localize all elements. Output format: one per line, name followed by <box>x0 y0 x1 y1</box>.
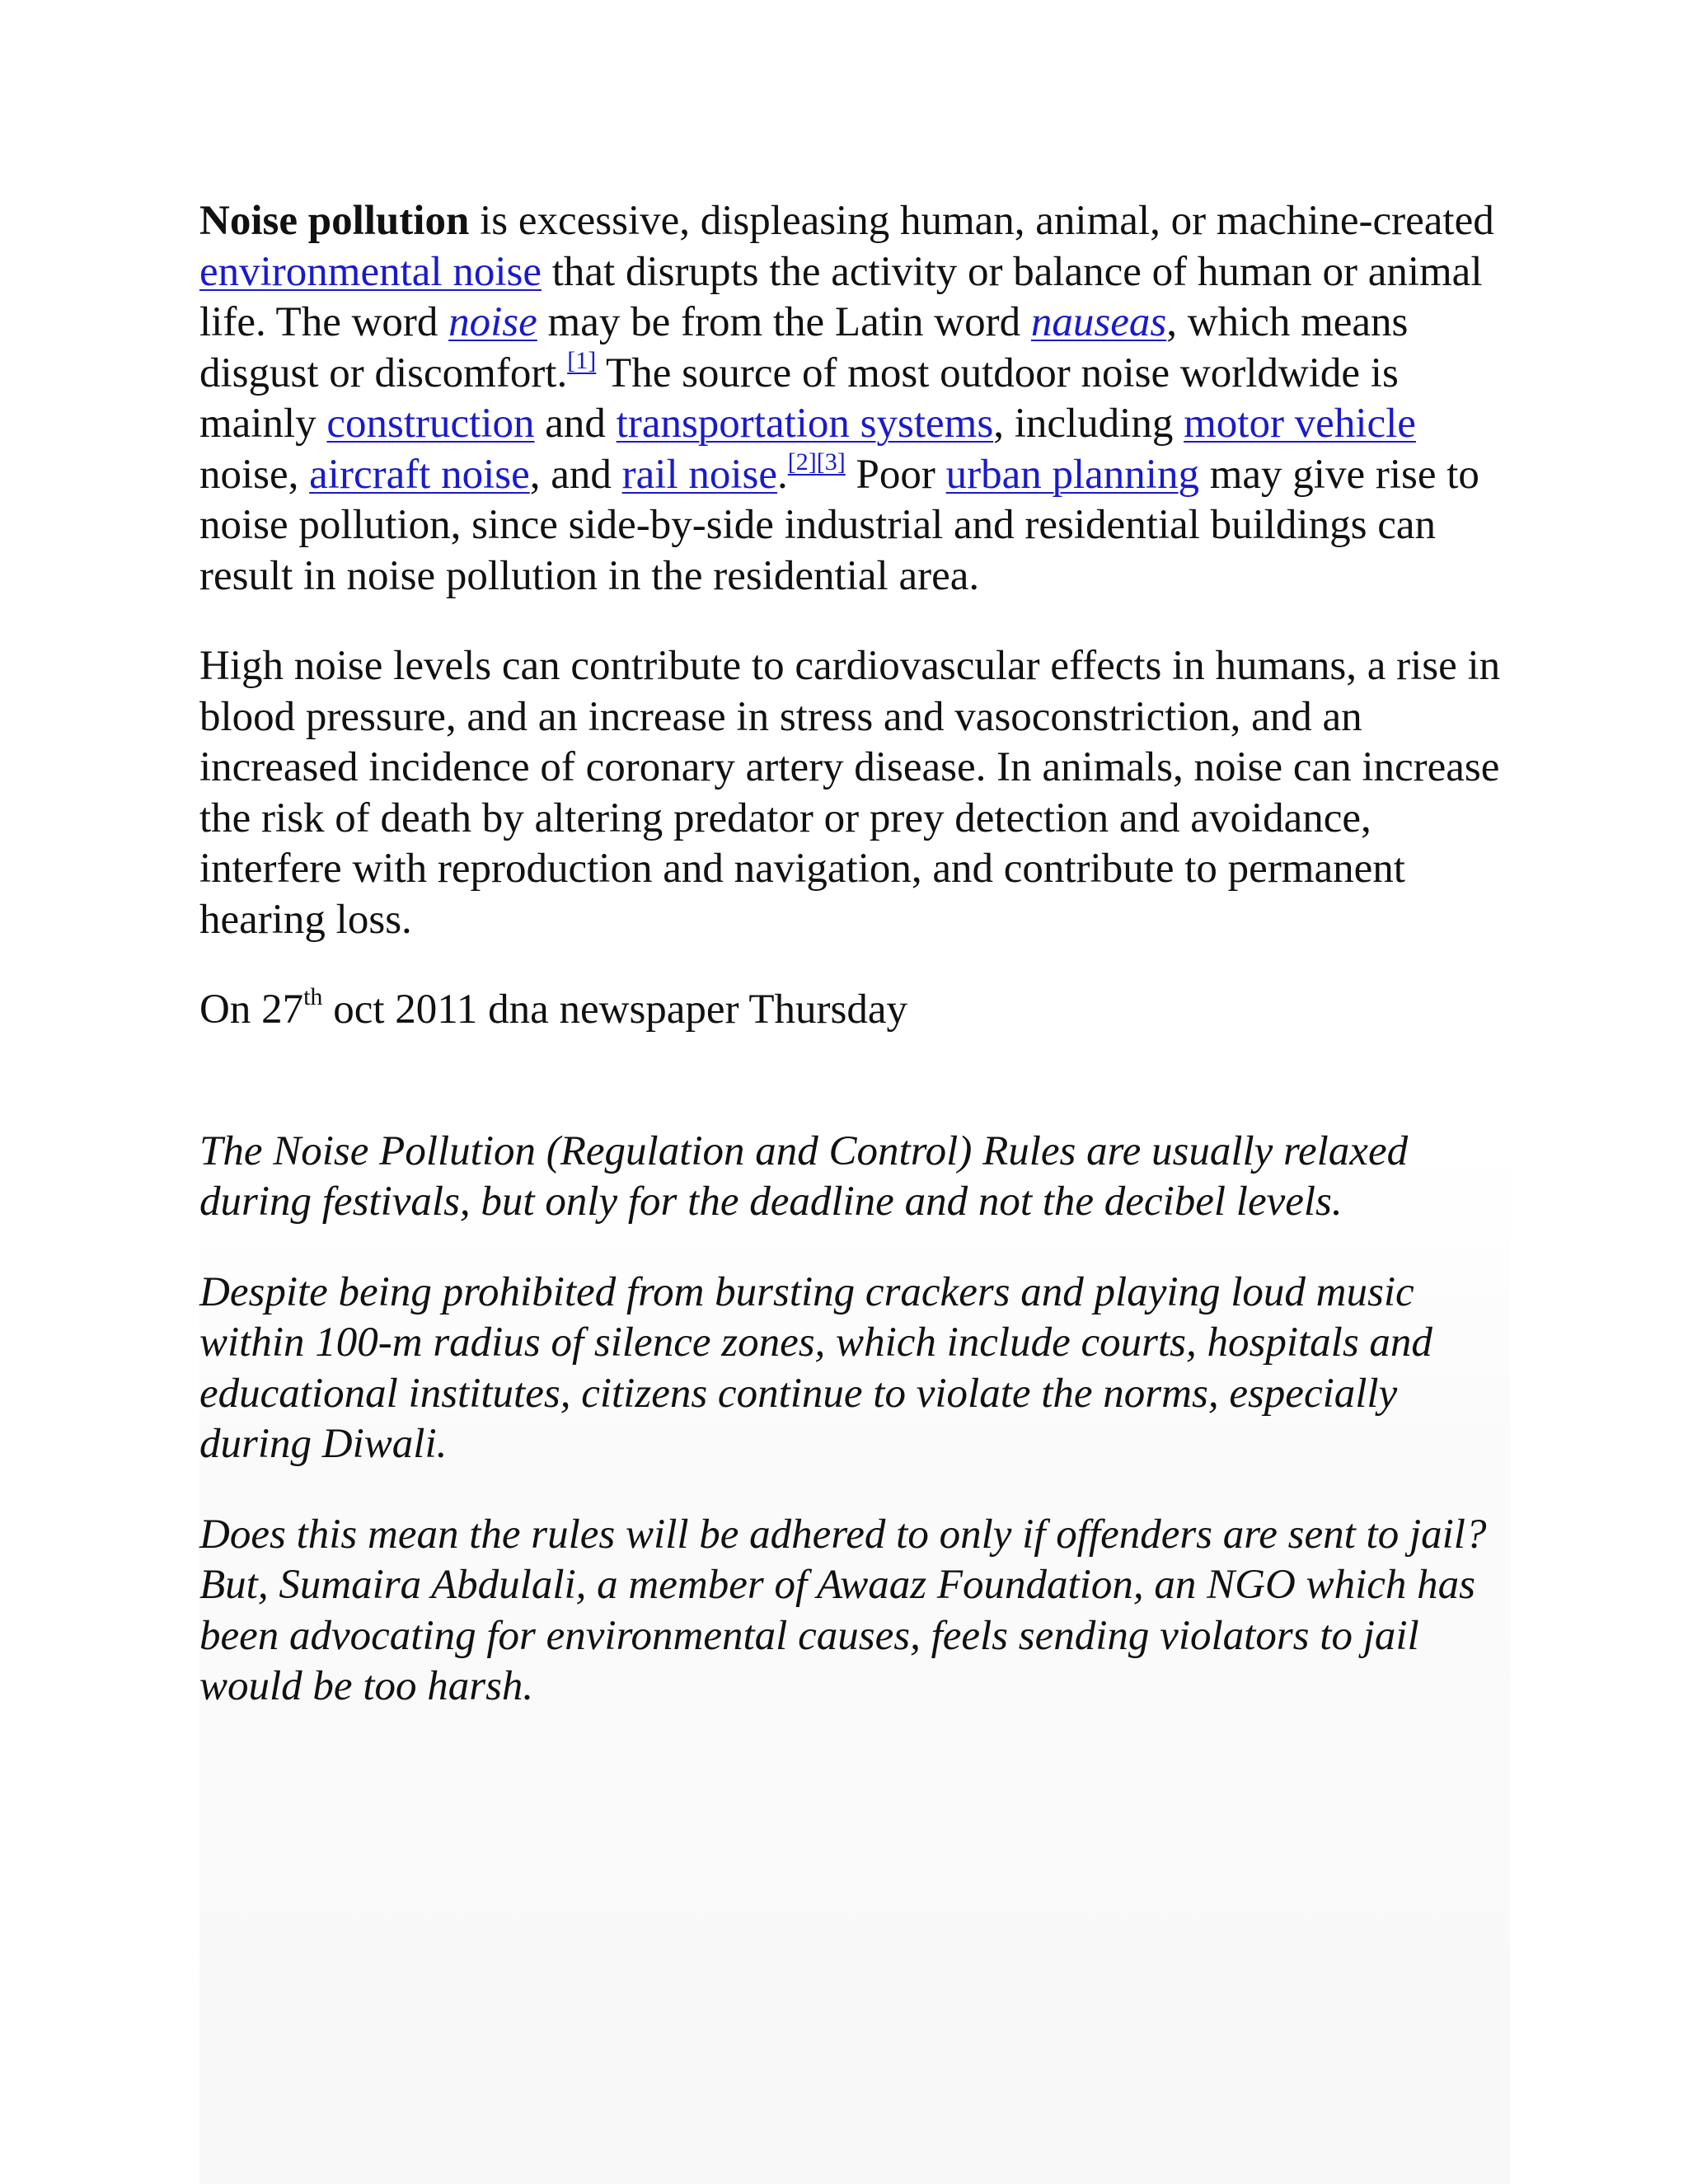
quoted-article <box>199 1127 1510 1713</box>
ref-2[interactable]: [2] <box>787 448 817 476</box>
quote-question: Does this mean the rules will be adhered to only if offenders are sent to jail? <box>199 1511 1487 1558</box>
quote-paragraph-2: Despite being prohibited from bursting crackers and playing loud music within 100-m radius of silence zones, which include courts, hospitals and educational institutes, citizens continue to violate the norms, especially during Diwali. <box>199 1268 1432 1467</box>
intro-paragraph <box>199 196 1510 602</box>
intro-text-4: , which means disgust or discomfort. <box>199 299 1409 396</box>
link-nauseas[interactable]: nauseas <box>1030 299 1167 345</box>
intro-text-6: and <box>534 401 617 447</box>
term-noise-pollution: Noise pollution <box>199 198 470 244</box>
link-motor-vehicle[interactable]: motor vehicle <box>1184 401 1416 447</box>
link-urban-planning[interactable]: urban planning <box>945 451 1199 498</box>
link-environmental-noise[interactable]: environmental noise <box>199 248 542 295</box>
link-noise[interactable]: noise <box>448 299 537 345</box>
intro-text-8: noise, <box>199 451 310 498</box>
intro-text-2: that disrupts the activity or balance of human or animal life. The word <box>199 248 1483 345</box>
ref-3[interactable]: [3] <box>816 448 846 476</box>
document-page <box>199 196 1510 1752</box>
intro-text-12: may give rise to noise pollution, since side-by-side industrial and residential buildings can result in noise pollution in the residential area. <box>199 451 1479 599</box>
dateline-prefix: On 27 <box>199 987 304 1033</box>
ref-1[interactable]: [1] <box>567 346 597 374</box>
intro-text-1: is excessive, displeasing human, animal, or machine-created <box>469 198 1494 244</box>
dateline-rest: oct 2011 dna newspaper Thursday <box>322 987 908 1033</box>
intro-text-10: . <box>777 451 788 498</box>
intro-text-9: , and <box>529 451 622 498</box>
quote-paragraph-3 <box>199 1510 1510 1713</box>
intro-text-7: , including <box>993 401 1184 447</box>
quote-paragraph-1: The Noise Pollution (Regulation and Control) Rules are usually relaxed during festivals, but only for the deadline and not the decibel levels. <box>199 1127 1409 1225</box>
effects-paragraph: High noise levels can contribute to cardiovascular effects in humans, a rise in blood pressure, and an increase in stress and vasoconstriction, and an increased incidence of coronary artery disease. In animals, noise can increase the risk of death by altering predator or prey detection and avoidance, interfere with reproduction and navigation, and contribute to permanent hearing loss. <box>199 643 1501 943</box>
link-aircraft-noise[interactable]: aircraft noise <box>309 451 530 498</box>
quote-response: But, Sumaira Abdulali, a member of Awaaz Foundation, an NGO which has been advocating for environmental causes, feels sending violators to jail would be too harsh. <box>199 1562 1475 1709</box>
link-rail-noise[interactable]: rail noise <box>621 451 778 498</box>
spacer <box>199 1036 1510 1127</box>
dateline-ordinal: th <box>303 983 323 1010</box>
link-transportation-systems[interactable]: transportation systems <box>616 401 994 447</box>
intro-text-11: Poor <box>845 451 946 498</box>
intro-text-3: may be from the Latin word <box>537 299 1031 345</box>
dateline <box>199 985 1510 1036</box>
intro-text-5: The source of most outdoor noise worldwide is mainly <box>199 349 1399 447</box>
link-construction[interactable]: construction <box>326 401 535 447</box>
